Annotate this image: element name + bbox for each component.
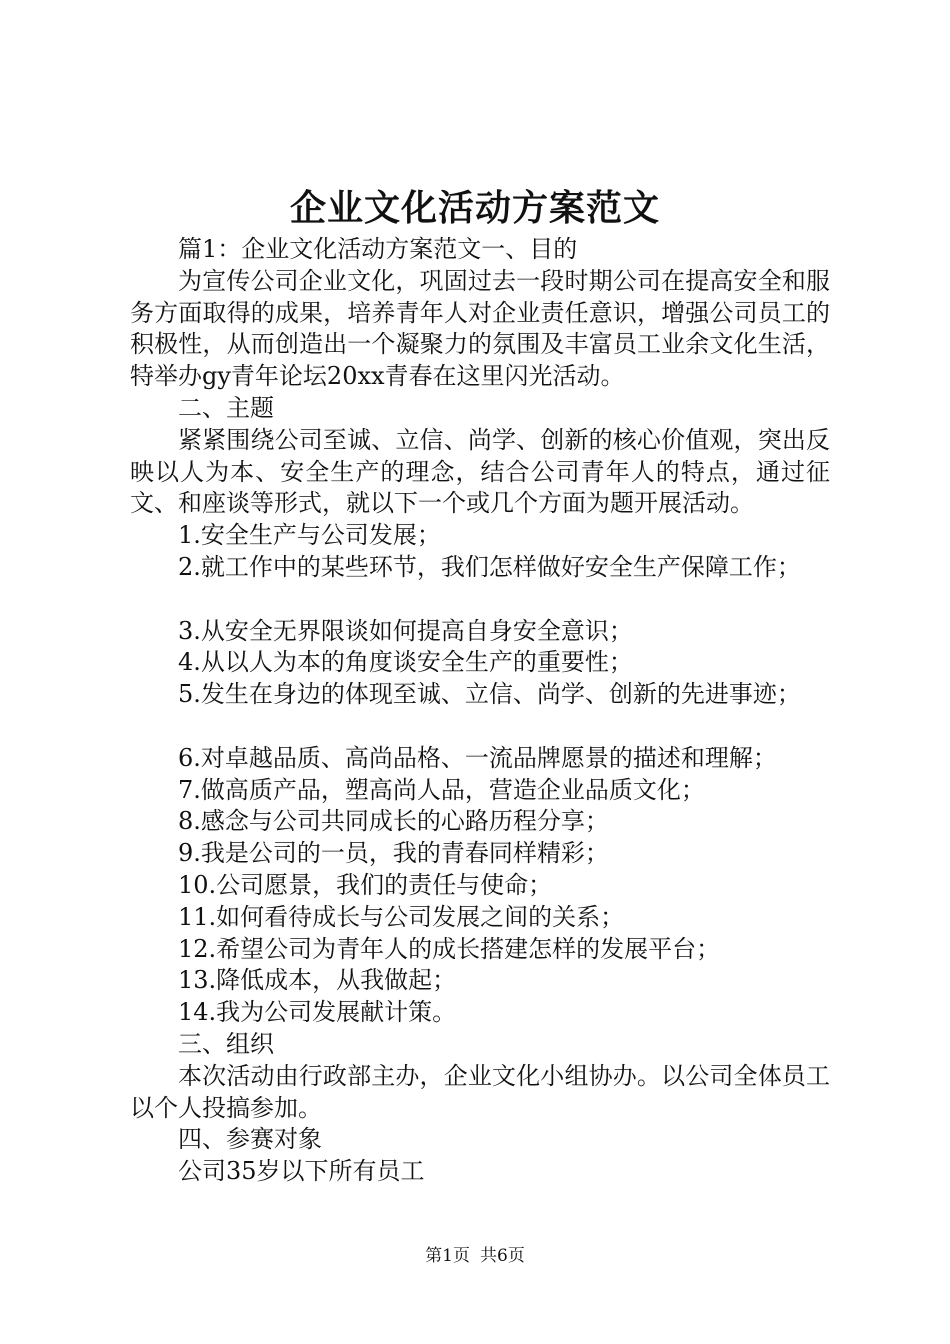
paragraph: 为宣传公司企业文化，巩固过去一段时期公司在提高安全和服务方面取得的成果，培养青年人对企业责任意识，增强公司员工的积极性，从而创造出一个凝聚力的氛围及丰富员工业余文化生活，特举办gy青年论坛20xx青春在这里闪光活动。 (130, 266, 830, 391)
list-item: 4.从以人为本的角度谈安全生产的重要性； (178, 648, 633, 677)
list-item: 8.感念与公司共同成长的心路历程分享； (178, 807, 609, 836)
list-item: 9.我是公司的一员，我的青春同样精彩； (178, 839, 609, 868)
page-total: 共6页 (480, 1246, 525, 1266)
list-item: 1.安全生产与公司发展； (178, 521, 441, 550)
list-item: 13.降低成本，从我做起； (178, 966, 457, 995)
page-number: 第1页 (425, 1246, 470, 1266)
section-heading: 二、主题 (178, 393, 274, 422)
paragraph: 本次活动由行政部主办，企业文化小组协办。以公司全体员工以个人投搞参加。 (130, 1061, 830, 1122)
paragraph: 篇1：企业文化活动方案范文一、目的 (178, 235, 578, 263)
list-item: 14.我为公司发展献计策。 (178, 998, 457, 1027)
section-heading: 三、组织 (178, 1029, 274, 1058)
document-body (130, 234, 830, 1188)
list-item: 11.如何看待成长与公司发展之间的关系； (178, 902, 625, 931)
paragraph: 紧紧围绕公司至诚、立信、尚学、创新的核心价值观，突出反映以人为本、安全生产的理念，结合公司青年人的特点，通过征文、和座谈等形式，就以下一个或几个方面为题开展活动。 (130, 425, 830, 518)
paragraph: 公司35岁以下所有员工 (178, 1157, 425, 1186)
list-item: 7.做高质产品，塑高尚人品，营造企业品质文化； (178, 775, 705, 804)
list-item: 2.就工作中的某些环节，我们怎样做好安全生产保障工作； (178, 552, 801, 581)
list-item: 12.希望公司为青年人的成长搭建怎样的发展平台； (178, 934, 721, 963)
list-item: 3.从安全无界限谈如何提高自身安全意识； (178, 616, 633, 645)
list-item: 10.公司愿景，我们的责任与使命； (178, 870, 553, 899)
page-footer (0, 1244, 950, 1268)
document-title: 企业文化活动方案范文 (289, 187, 660, 229)
section-heading: 四、参赛对象 (178, 1125, 322, 1154)
list-item: 5.发生在身边的体现至诚、立信、尚学、创新的先进事迹； (178, 680, 801, 709)
list-item: 6.对卓越品质、高尚品格、一流品牌愿景的描述和理解； (178, 743, 777, 772)
